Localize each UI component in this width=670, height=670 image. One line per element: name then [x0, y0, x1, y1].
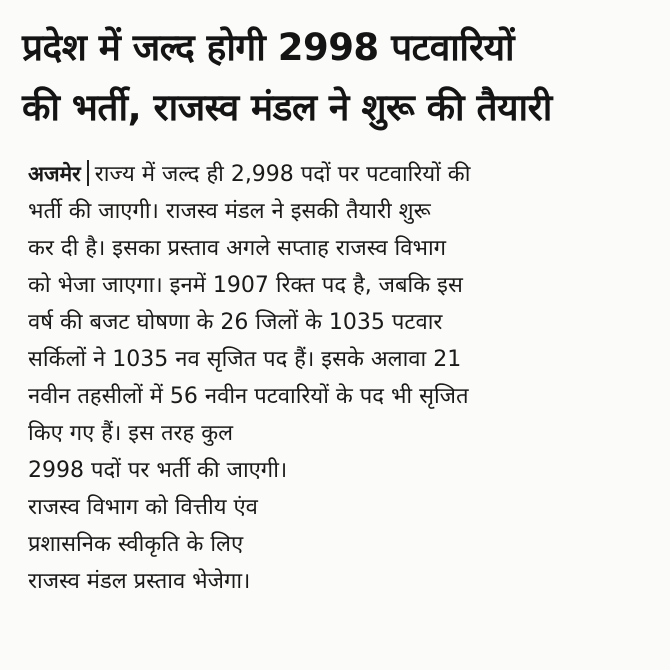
article-line-7: नवीन तहसीलों में 56 नवीन पटवारियों के पद भी सृजित: [28, 384, 469, 409]
headline-line-2: की भर्ती, राजस्व मंडल ने शुरू की तैयारी: [22, 86, 552, 129]
article-text-line: राज्य में जल्द ही 2,998 पदों पर पटवारियों की: [94, 162, 471, 187]
article-body: [28, 156, 656, 600]
headline: [22, 18, 662, 138]
dateline: अजमेर: [28, 162, 81, 186]
dateline-separator: [87, 160, 89, 186]
article-line-3: कर दी है। इसका प्रस्ताव अगले सप्ताह राजस्व विभाग: [28, 236, 447, 261]
article-line-10: राजस्व विभाग को वित्तीय एंव: [28, 495, 258, 520]
article-line-8: किए गए हैं। इस तरह कुल: [28, 421, 234, 446]
article-line-12: राजस्व मंडल प्रस्ताव भेजेगा।: [28, 569, 251, 594]
article-line-4: को भेजा जाएगा। इनमें 1907 रिक्त पद है, जबकि इस: [28, 273, 463, 298]
article-line-5: वर्ष की बजट घोषणा के 26 जिलों के 1035 पटवार: [28, 310, 443, 335]
article-line-2: भर्ती की जाएगी। राजस्व मंडल ने इसकी तैयारी शुरू: [28, 199, 431, 224]
article-line-6: सर्किलों ने 1035 नव सृजित पद हैं। इसके अलावा 21: [28, 347, 462, 372]
article-line-11: प्रशासनिक स्वीकृति के लिए: [28, 532, 244, 557]
headline-line-1: प्रदेश में जल्द होगी 2998 पटवारियों: [22, 26, 515, 69]
article-line-1: [28, 156, 656, 193]
article-line-9: 2998 पदों पर भर्ती की जाएगी।: [28, 458, 288, 483]
